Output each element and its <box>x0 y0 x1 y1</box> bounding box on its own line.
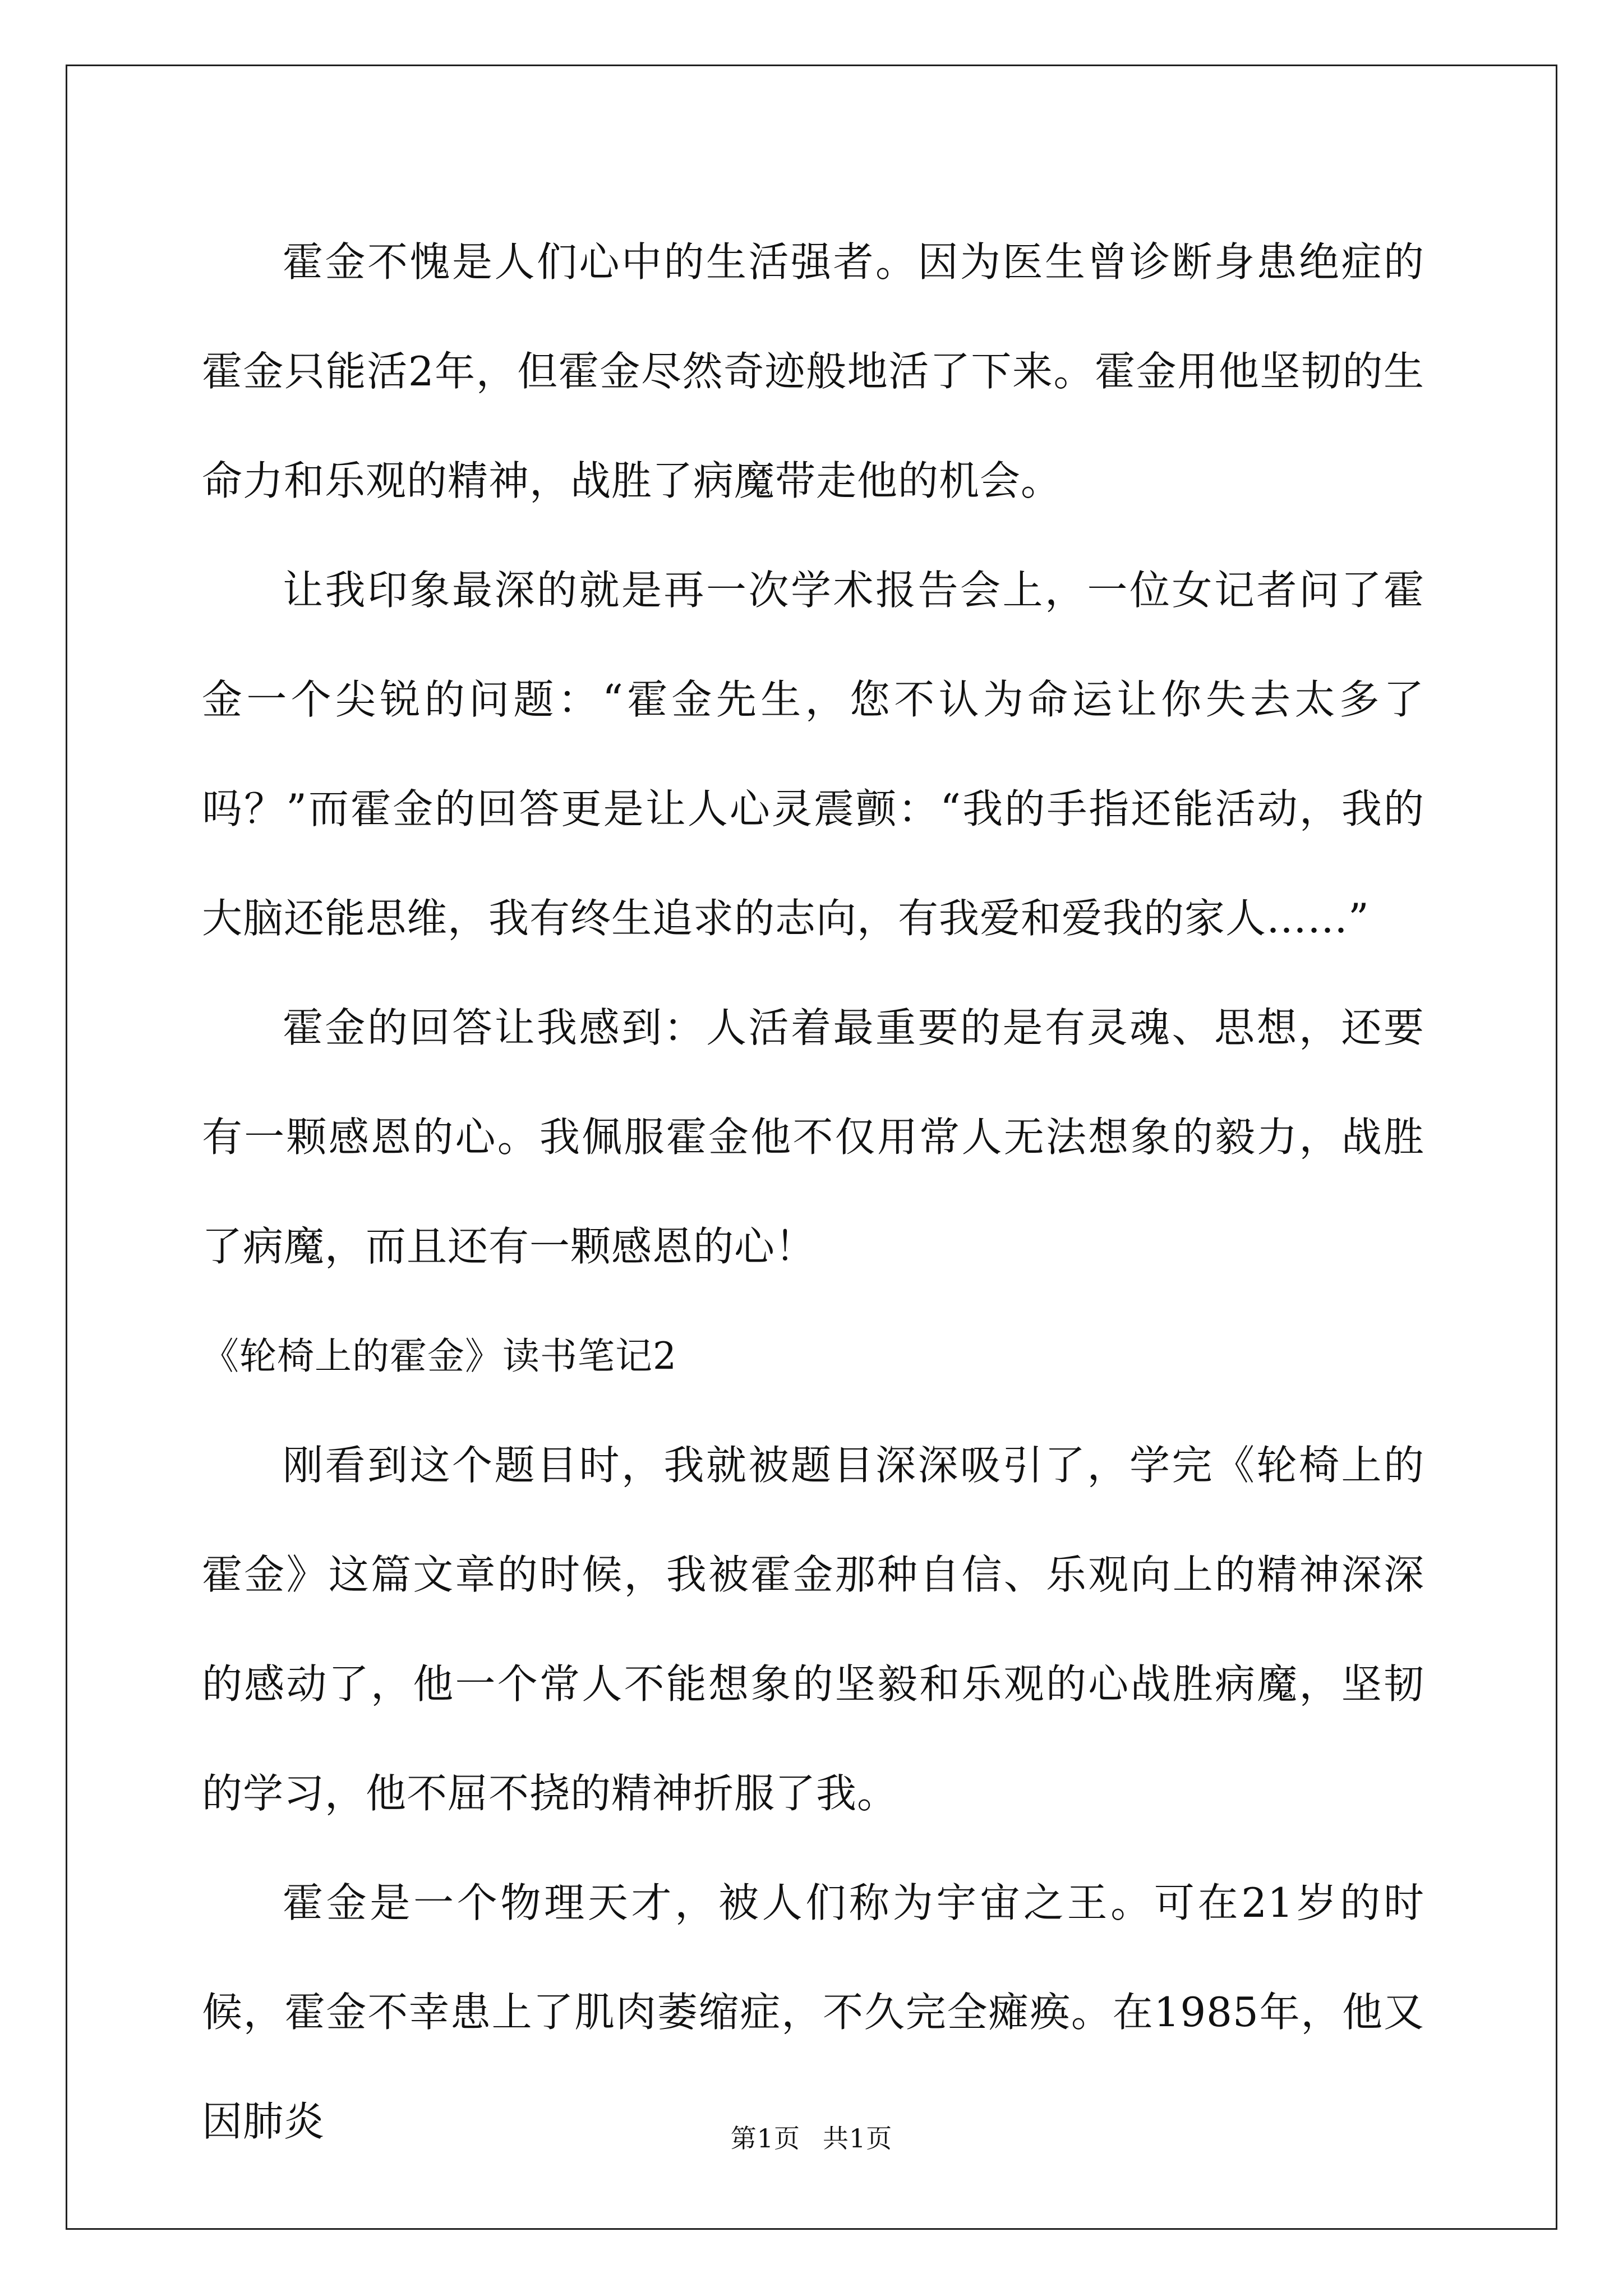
document-body <box>202 208 1424 2177</box>
paragraph: 霍金不愧是人们心中的生活强者。因为医生曾诊断身患绝症的霍金只能活2年，但霍金尽然奇迹般地活了下来。霍金用他坚韧的生命力和乐观的精神，战胜了病魔带走他的机会。 <box>202 238 1424 504</box>
section-heading: 《轮椅上的霍金》读书笔记2 <box>202 1335 677 1378</box>
page-footer <box>0 2122 1623 2155</box>
paragraph: 霍金是一个物理天才，被人们称为宇宙之王。可在21岁的时候，霍金不幸患上了肌肉萎缩症，不久完全瘫痪。在1985年，他又因肺炎 <box>202 1879 1424 2145</box>
paragraph: 刚看到这个题目时，我就被题目深深吸引了，学完《轮椅上的霍金》这篇文章的时候，我被霍金那种自信、乐观向上的精神深深的感动了，他一个常人不能想象的坚毅和乐观的心战胜病魔，坚韧的学习，他不屈不挠的精神折服了我。 <box>202 1442 1424 1817</box>
paragraph: 霍金的回答让我感到：人活着最重要的是有灵魂、思想，还要有一颗感恩的心。我佩服霍金他不仅用常人无法想象的毅力，战胜了病魔，而且还有一颗感恩的心！ <box>202 1004 1424 1270</box>
page-number-current: 第1页 <box>730 2123 800 2154</box>
page-number-total: 共1页 <box>823 2123 893 2154</box>
paragraph: 让我印象最深的就是再一次学术报告会上，一位女记者问了霍金一个尖锐的问题：“霍金先生，您不认为命运让你失去太多了吗？”而霍金的回答更是让人心灵震颤：“我的手指还能活动，我的大脑还能思维，我有终生追求的志向，有我爱和爱我的家人……” <box>202 567 1424 942</box>
